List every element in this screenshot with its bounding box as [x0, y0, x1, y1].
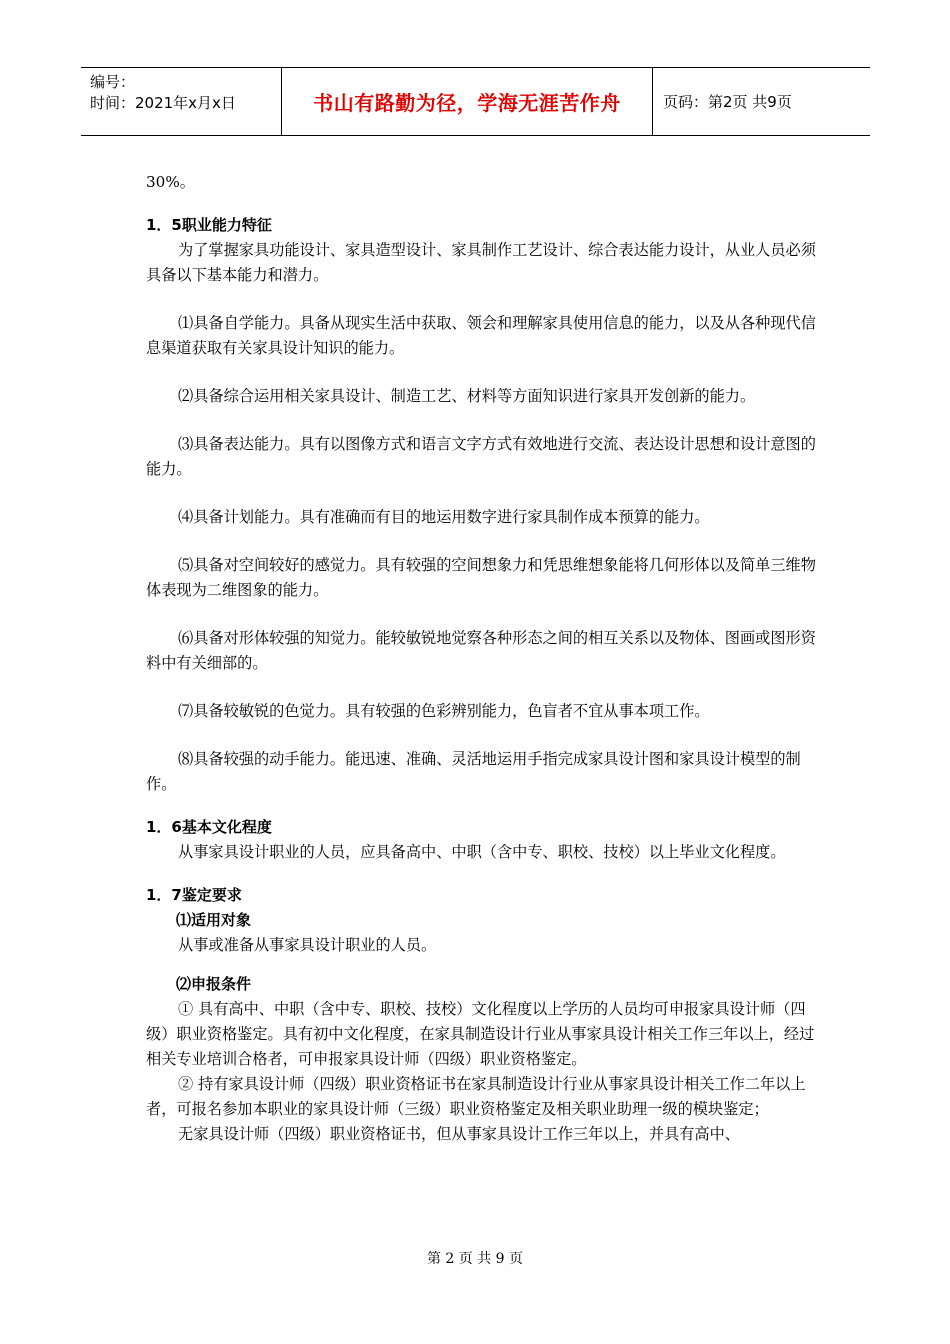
ability-item-4: ⑷具备计划能力。具有准确而有目的地运用数字进行家具制作成本预算的能力。 — [178, 508, 710, 526]
paragraph: 从事或准备从事家具设计职业的人员。 — [178, 936, 437, 954]
header-meta — [81, 68, 282, 135]
ability-item-7: ⑺具备较敏锐的色觉力。具有较强的色彩辨别能力，色盲者不宜从事本项工作。 — [178, 702, 710, 720]
subheading-application-conditions: ⑵申报条件 — [176, 975, 252, 993]
condition-item-3: 无家具设计师（四级）职业资格证书，但从事家具设计工作三年以上，并具有高中、 — [178, 1125, 740, 1143]
document-body — [146, 170, 826, 1147]
paragraph: 30%。 — [146, 173, 195, 191]
condition-item-1: ① 具有高中、中职（含中专、职校、技校）文化程度以上学历的人员均可申报家具设计师（四级）职业资格鉴定。具有初中文化程度，在家具制造设计行业从事家具设计相关工作三年以上，经过相关专业培训合格者，可申报家具设计师（四级）职业资格鉴定。 — [146, 1000, 815, 1068]
section-heading-1-6: 1．6基本文化程度 — [146, 818, 272, 836]
code-label: 编号： — [90, 73, 136, 91]
section-heading-1-7: 1．7鉴定要求 — [146, 886, 242, 904]
header-motto: 书山有路勤为径，学海无涯苦作舟 — [282, 68, 653, 135]
page-header — [81, 67, 870, 136]
ability-item-3: ⑶具备表达能力。具有以图像方式和语言文字方式有效地进行交流、表达设计思想和设计意图的能力。 — [146, 435, 816, 478]
subheading-applicable-target: ⑴适用对象 — [176, 911, 252, 929]
section-heading-1-5: 1．5职业能力特征 — [146, 216, 272, 234]
ability-item-5: ⑸具备对空间较好的感觉力。具有较强的空间想象力和凭思维想象能将几何形体以及简单三维物体表现为二维图象的能力。 — [146, 556, 816, 599]
date-label: 时间：2021年x月x日 — [90, 94, 236, 112]
ability-item-2: ⑵具备综合运用相关家具设计、制造工艺、材料等方面知识进行家具开发创新的能力。 — [178, 387, 756, 405]
paragraph: 从事家具设计职业的人员，应具备高中、中职（含中专、职校、技校）以上毕业文化程度。 — [178, 843, 786, 861]
header-page-info: 页码：第2页 共9页 — [663, 93, 792, 111]
ability-item-6: ⑹具备对形体较强的知觉力。能较敏锐地觉察各种形态之间的相互关系以及物体、图画或图形资料中有关细部的。 — [146, 629, 816, 672]
paragraph: 为了掌握家具功能设计、家具造型设计、家具制作工艺设计、综合表达能力设计，从业人员必须具备以下基本能力和潜力。 — [146, 241, 816, 284]
page-footer: 第 2 页 共 9 页 — [426, 1251, 524, 1267]
ability-item-8: ⑻具备较强的动手能力。能迅速、准确、灵活地运用手指完成家具设计图和家具设计模型的制作。 — [146, 750, 801, 793]
ability-item-1: ⑴具备自学能力。具备从现实生活中获取、领会和理解家具使用信息的能力，以及从各种现代信息渠道获取有关家具设计知识的能力。 — [146, 314, 816, 357]
condition-item-2: ② 持有家具设计师（四级）职业资格证书在家具制造设计行业从事家具设计相关工作二年以上者，可报名参加本职业的家具设计师（三级）职业资格鉴定及相关职业助理一级的模块鉴定； — [146, 1075, 806, 1118]
